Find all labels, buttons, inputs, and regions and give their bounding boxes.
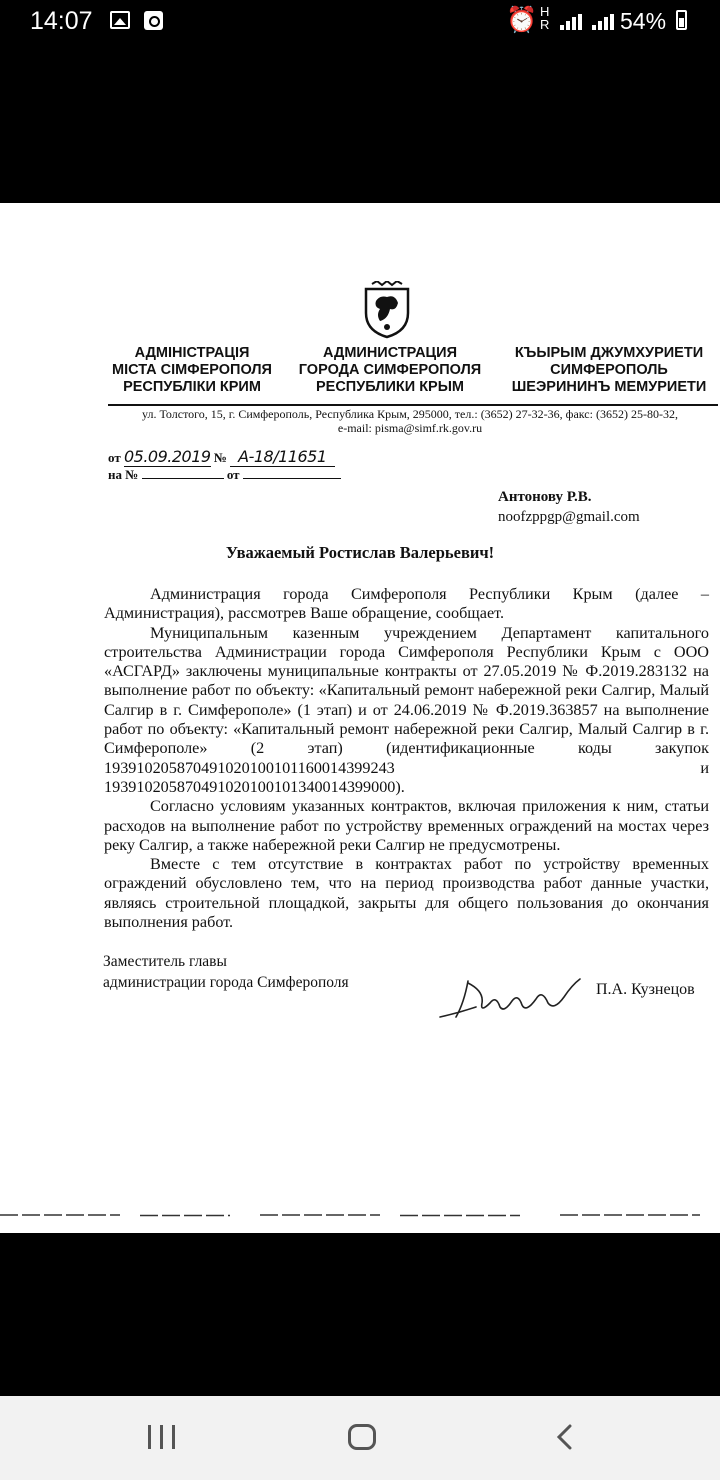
reply-registration-line (108, 467, 341, 483)
email-line: e-mail: pisma@simf.rk.gov.ru (337, 421, 483, 435)
navigation-bar (0, 1396, 720, 1480)
reg-number: А-18/11651 (230, 447, 334, 467)
paragraph: Муниципальным казенным учреждением Департамент капитального строительства Администрации города Симферополя Республики Крым с ООО «АСГАРД» заключены муниципальные контракты от 27.05.2019 № Ф.2019.283132 на выполнение работ по объекту: «Капитальный ремонт набережной реки Салгир, Малый Салгир в г. Симферополе» (1 этап) и от 24.06.2019 № Ф.2019.363857 на выполнение работ по объекту: «Капитальный ремонт набережной реки Салгир, Малый Салгир в г. Симферополе» (2 этап) (идентификационные коды закупок 193910205870491020100101160014399243 и 193910205870491020100101340014399000). (104, 623, 709, 796)
header-line: МІСТА СІМФЕРОПОЛЯ (112, 362, 272, 378)
header-line: РЕСПУБЛІКИ КРИМ (123, 379, 261, 395)
header-divider (108, 404, 718, 406)
paragraph: Вместе с тем отсутствие в контрактах работ по устройству временных ограждений обусловлено тем, что на период производства работ данные участки, являясь строительной площадкой, закрыты для общего пользования до окончания выполнения работ. (104, 855, 709, 932)
reg-from-label: от (108, 450, 121, 465)
header-line: РЕСПУБЛИКИ КРЫМ (315, 379, 464, 395)
header-russian (290, 345, 490, 396)
signer-title-line: администрации города Симферополя (103, 974, 349, 991)
header-line: АДМІНІСТРАЦІЯ (134, 345, 250, 361)
signer-name: П.А. Кузнецов (596, 981, 695, 998)
status-bar (0, 0, 720, 44)
status-time: 14:07 (30, 7, 93, 35)
registration-line (108, 447, 335, 467)
recipient-email: noofzppgp@gmail.com (498, 509, 640, 525)
address-line: ул. Толстого, 15, г. Симферополь, Республика Крым, 295000, тел.: (3652) 27-32-36, факс: (3652) 25-80-32, (142, 407, 678, 421)
address-block (100, 407, 720, 435)
signer-title-line: Заместитель главы (103, 953, 227, 970)
back-button[interactable] (556, 1424, 572, 1450)
header-line: КЪЫРЫМ ДЖУМХУРИЕТИ (514, 345, 704, 361)
scan-edge-noise (0, 1213, 720, 1217)
network-type-indicator: H R (540, 4, 550, 32)
recent-apps-button[interactable] (148, 1425, 175, 1449)
salutation: Уважаемый Ростислав Валерьевич! (225, 543, 495, 562)
document-image (0, 203, 720, 1233)
handwritten-signature (438, 973, 588, 1023)
gallery-notification-icon (110, 11, 130, 29)
header-line: ШЕЭРИНИНЪ МЕМУРИЕТИ (511, 379, 707, 395)
reply-from-label: от (226, 467, 240, 482)
signer-title (103, 951, 349, 993)
coat-of-arms-emblem (362, 281, 412, 339)
reply-no-label: на № (108, 467, 139, 482)
paragraph: Администрация города Симферополя Республики Крым (далее – Администрация), рассмотрев Ваше обращение, сообщает. (104, 585, 709, 623)
signal-icon-1 (560, 14, 586, 30)
header-line: СИМФЕРОПОЛЬ (550, 362, 668, 378)
alarm-icon: ⏰ (506, 6, 538, 34)
reg-no-label: № (213, 450, 227, 465)
reg-date: 05.09.2019 (123, 447, 211, 466)
header-ukrainian (92, 345, 292, 396)
header-crimean-tatar (506, 345, 712, 396)
header-line: ГОРОДА СИМФЕРОПОЛЯ (298, 362, 482, 378)
paragraph: Согласно условиям указанных контрактов, включая приложения к ним, статьи расходов на выполнение работ по устройству временных ограждений на мостах через реку Салгир, а также набережной реки Салгир не предусмотрены. (104, 797, 709, 854)
battery-percentage: 54% (620, 8, 667, 34)
app-notification-icon (144, 11, 163, 30)
recipient-name: Антонову Р.В. (498, 489, 592, 505)
recipient-block (498, 487, 640, 527)
home-button[interactable] (348, 1424, 376, 1450)
battery-icon (676, 10, 687, 30)
signal-icon-2 (592, 14, 618, 30)
letter-body (104, 585, 709, 932)
header-line: АДМИНИСТРАЦИЯ (322, 345, 457, 361)
